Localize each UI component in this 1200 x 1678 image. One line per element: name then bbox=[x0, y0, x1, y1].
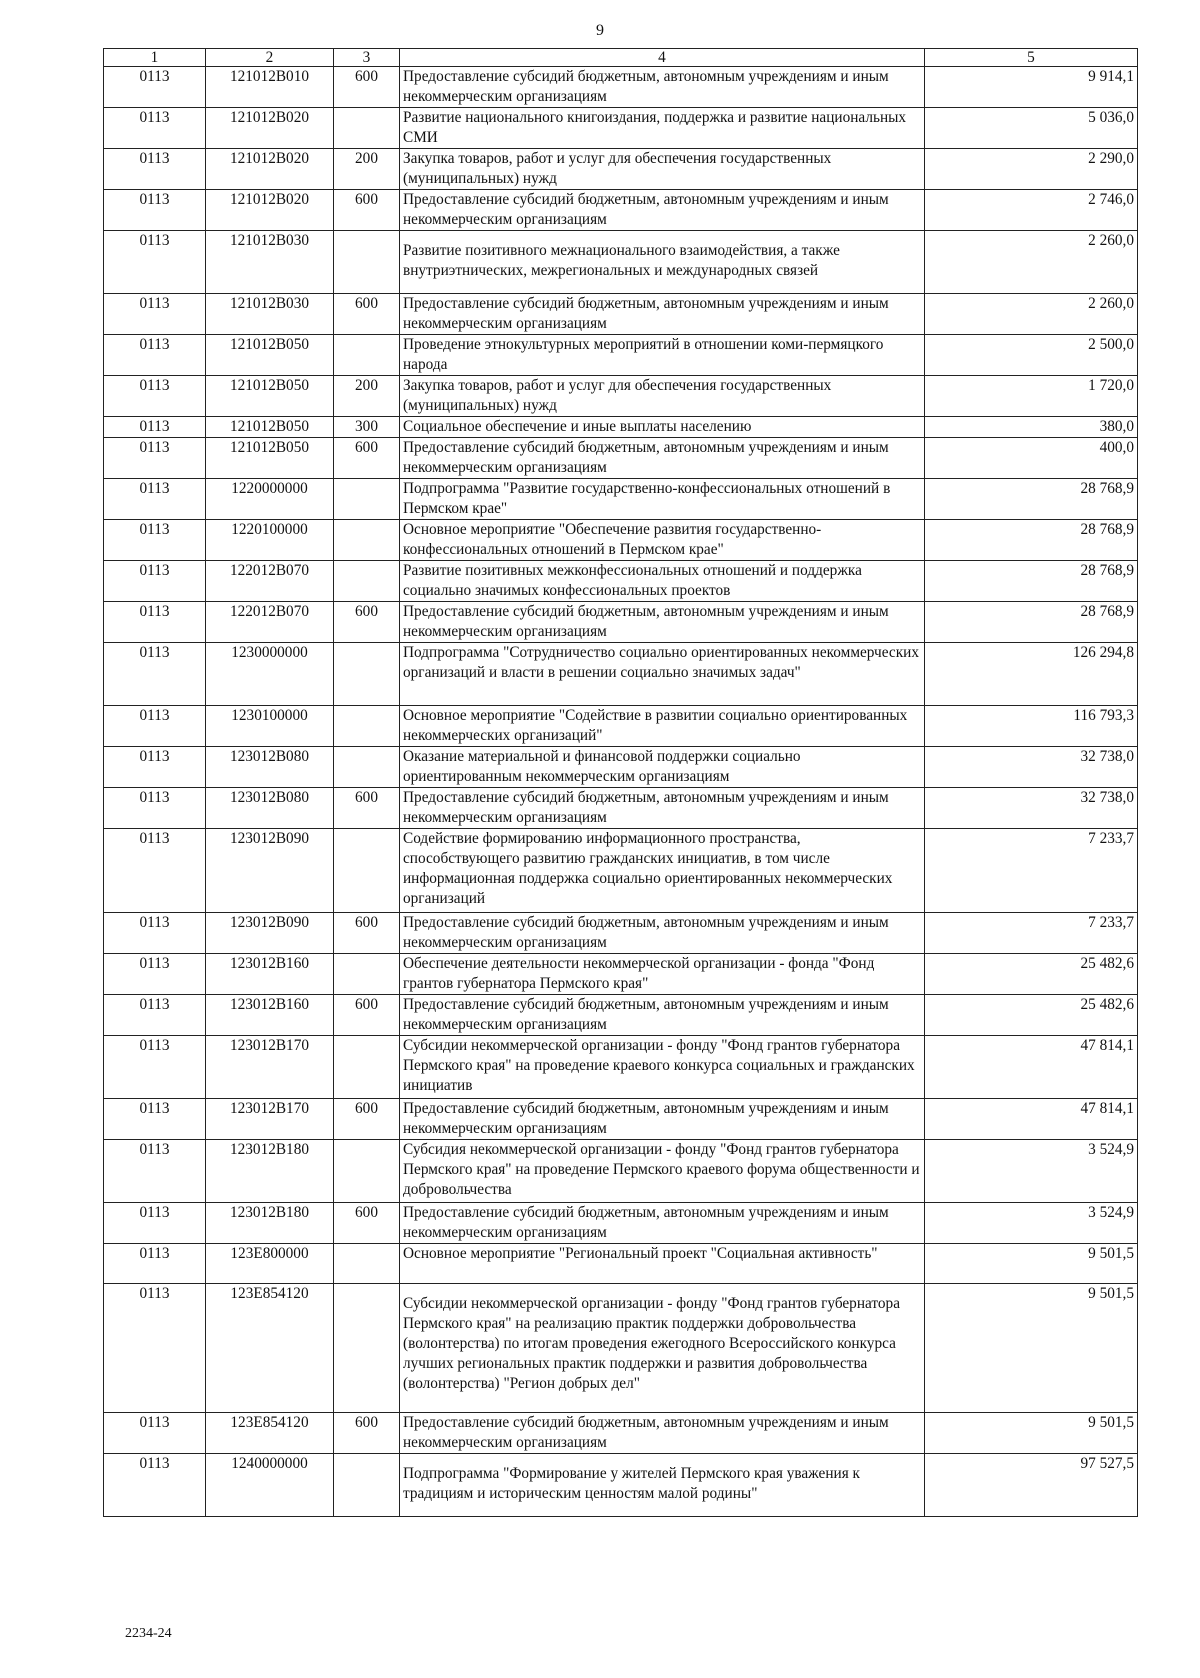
description-cell: Предоставление субсидий бюджетным, автономным учреждениям и иным некоммерческим организациям bbox=[400, 67, 925, 108]
section-code-cell: 0113 bbox=[104, 913, 206, 954]
table-row bbox=[104, 438, 1138, 479]
table-row bbox=[104, 376, 1138, 417]
target-article-cell: 123E854120 bbox=[206, 1284, 334, 1413]
table-row bbox=[104, 479, 1138, 520]
expense-type-cell: 600 bbox=[334, 602, 400, 643]
column-header-2: 2 bbox=[206, 49, 334, 67]
page-number: 9 bbox=[596, 22, 604, 39]
section-code-cell: 0113 bbox=[104, 1244, 206, 1284]
amount-cell: 28 768,9 bbox=[925, 520, 1138, 561]
amount-cell: 3 524,9 bbox=[925, 1203, 1138, 1244]
table-row bbox=[104, 829, 1138, 913]
expense-type-cell bbox=[334, 108, 400, 149]
amount-cell: 2 260,0 bbox=[925, 231, 1138, 294]
expense-type-cell bbox=[334, 1036, 400, 1099]
amount-cell: 380,0 bbox=[925, 417, 1138, 438]
section-code-cell: 0113 bbox=[104, 1036, 206, 1099]
amount-cell: 47 814,1 bbox=[925, 1099, 1138, 1140]
description-cell: Предоставление субсидий бюджетным, автономным учреждениям и иным некоммерческим организациям bbox=[400, 190, 925, 231]
description-cell: Предоставление субсидий бюджетным, автономным учреждениям и иным некоммерческим организациям bbox=[400, 913, 925, 954]
table-row bbox=[104, 602, 1138, 643]
target-article-cell: 121012B010 bbox=[206, 67, 334, 108]
table-row bbox=[104, 643, 1138, 706]
amount-cell: 2 260,0 bbox=[925, 294, 1138, 335]
target-article-cell: 123012B080 bbox=[206, 788, 334, 829]
section-code-cell: 0113 bbox=[104, 1140, 206, 1203]
target-article-cell: 121012B050 bbox=[206, 376, 334, 417]
description-cell: Подпрограмма "Формирование у жителей Пермского края уважения к традициям и историческим ценностям малой родины" bbox=[400, 1454, 925, 1517]
section-code-cell: 0113 bbox=[104, 829, 206, 913]
amount-cell: 3 524,9 bbox=[925, 1140, 1138, 1203]
footer-code: 2234-24 bbox=[125, 1626, 172, 1641]
expense-type-cell: 300 bbox=[334, 417, 400, 438]
expense-type-cell bbox=[334, 954, 400, 995]
table-row bbox=[104, 1036, 1138, 1099]
table-body bbox=[104, 67, 1138, 1517]
target-article-cell: 1220000000 bbox=[206, 479, 334, 520]
amount-cell: 97 527,5 bbox=[925, 1454, 1138, 1517]
target-article-cell: 123012B160 bbox=[206, 954, 334, 995]
target-article-cell: 122012B070 bbox=[206, 561, 334, 602]
amount-cell: 2 746,0 bbox=[925, 190, 1138, 231]
description-cell: Содействие формированию информационного пространства, способствующего развитию гражданских инициатив, в том числе информационная поддержка социально ориентированных некоммерческих организаций bbox=[400, 829, 925, 913]
description-cell: Предоставление субсидий бюджетным, автономным учреждениям и иным некоммерческим организациям bbox=[400, 438, 925, 479]
description-cell: Основное мероприятие "Обеспечение развития государственно-конфессиональных отношений в Пермском крае" bbox=[400, 520, 925, 561]
description-cell: Подпрограмма "Сотрудничество социально ориентированных некоммерческих организаций и власти в решении социально значимых задач" bbox=[400, 643, 925, 706]
target-article-cell: 121012B050 bbox=[206, 335, 334, 376]
expense-type-cell: 600 bbox=[334, 788, 400, 829]
target-article-cell: 121012B020 bbox=[206, 108, 334, 149]
description-cell: Развитие национального книгоиздания, поддержка и развитие национальных СМИ bbox=[400, 108, 925, 149]
section-code-cell: 0113 bbox=[104, 417, 206, 438]
section-code-cell: 0113 bbox=[104, 479, 206, 520]
table-row bbox=[104, 67, 1138, 108]
target-article-cell: 123012B080 bbox=[206, 747, 334, 788]
description-cell: Предоставление субсидий бюджетным, автономным учреждениям и иным некоммерческим организациям bbox=[400, 602, 925, 643]
expense-type-cell bbox=[334, 706, 400, 747]
expense-type-cell: 600 bbox=[334, 995, 400, 1036]
section-code-cell: 0113 bbox=[104, 335, 206, 376]
description-cell: Проведение этнокультурных мероприятий в отношении коми-пермяцкого народа bbox=[400, 335, 925, 376]
amount-cell: 116 793,3 bbox=[925, 706, 1138, 747]
section-code-cell: 0113 bbox=[104, 954, 206, 995]
table-row bbox=[104, 995, 1138, 1036]
amount-cell: 9 914,1 bbox=[925, 67, 1138, 108]
target-article-cell: 121012B020 bbox=[206, 190, 334, 231]
expense-type-cell: 600 bbox=[334, 294, 400, 335]
section-code-cell: 0113 bbox=[104, 706, 206, 747]
table-row bbox=[104, 1140, 1138, 1203]
amount-cell: 28 768,9 bbox=[925, 479, 1138, 520]
description-cell: Предоставление субсидий бюджетным, автономным учреждениям и иным некоммерческим организациям bbox=[400, 1099, 925, 1140]
table-row bbox=[104, 520, 1138, 561]
section-code-cell: 0113 bbox=[104, 520, 206, 561]
table-row bbox=[104, 231, 1138, 294]
amount-cell: 2 290,0 bbox=[925, 149, 1138, 190]
target-article-cell: 123012B170 bbox=[206, 1036, 334, 1099]
expense-type-cell: 600 bbox=[334, 913, 400, 954]
table-row bbox=[104, 294, 1138, 335]
section-code-cell: 0113 bbox=[104, 1284, 206, 1413]
section-code-cell: 0113 bbox=[104, 602, 206, 643]
table-header-row bbox=[104, 49, 1138, 67]
description-cell: Основное мероприятие "Региональный проект "Социальная активность" bbox=[400, 1244, 925, 1284]
amount-cell: 1 720,0 bbox=[925, 376, 1138, 417]
expense-type-cell bbox=[334, 747, 400, 788]
expense-type-cell: 200 bbox=[334, 376, 400, 417]
amount-cell: 9 501,5 bbox=[925, 1284, 1138, 1413]
amount-cell: 9 501,5 bbox=[925, 1244, 1138, 1284]
section-code-cell: 0113 bbox=[104, 643, 206, 706]
section-code-cell: 0113 bbox=[104, 294, 206, 335]
expense-type-cell bbox=[334, 829, 400, 913]
target-article-cell: 121012B030 bbox=[206, 231, 334, 294]
section-code-cell: 0113 bbox=[104, 1454, 206, 1517]
amount-cell: 7 233,7 bbox=[925, 829, 1138, 913]
section-code-cell: 0113 bbox=[104, 788, 206, 829]
description-cell: Предоставление субсидий бюджетным, автономным учреждениям и иным некоммерческим организациям bbox=[400, 995, 925, 1036]
section-code-cell: 0113 bbox=[104, 1413, 206, 1454]
amount-cell: 28 768,9 bbox=[925, 602, 1138, 643]
amount-cell: 2 500,0 bbox=[925, 335, 1138, 376]
target-article-cell: 1220100000 bbox=[206, 520, 334, 561]
table-row bbox=[104, 417, 1138, 438]
description-cell: Предоставление субсидий бюджетным, автономным учреждениям и иным некоммерческим организациям bbox=[400, 788, 925, 829]
expense-type-cell: 600 bbox=[334, 1203, 400, 1244]
section-code-cell: 0113 bbox=[104, 1203, 206, 1244]
target-article-cell: 123012B170 bbox=[206, 1099, 334, 1140]
table-row bbox=[104, 913, 1138, 954]
table-row bbox=[104, 108, 1138, 149]
budget-table bbox=[103, 48, 1138, 1517]
target-article-cell: 122012B070 bbox=[206, 602, 334, 643]
target-article-cell: 123E854120 bbox=[206, 1413, 334, 1454]
description-cell: Предоставление субсидий бюджетным, автономным учреждениям и иным некоммерческим организациям bbox=[400, 1203, 925, 1244]
expense-type-cell: 600 bbox=[334, 438, 400, 479]
table-row bbox=[104, 1413, 1138, 1454]
table-row bbox=[104, 561, 1138, 602]
target-article-cell: 1230000000 bbox=[206, 643, 334, 706]
target-article-cell: 121012B050 bbox=[206, 438, 334, 479]
description-cell: Закупка товаров, работ и услуг для обеспечения государственных (муниципальных) нужд bbox=[400, 149, 925, 190]
expense-type-cell bbox=[334, 479, 400, 520]
description-cell: Субсидии некоммерческой организации - фонду "Фонд грантов губернатора Пермского края" на реализацию практик поддержки добровольчества (волонтерства) по итогам проведения ежегодного Всероссийского конкурса лучших региональных практик поддержки и развития добровольчества (волонтерства) "Регион добрых дел" bbox=[400, 1284, 925, 1413]
column-header-1: 1 bbox=[104, 49, 206, 67]
expense-type-cell bbox=[334, 1140, 400, 1203]
expense-type-cell: 600 bbox=[334, 190, 400, 231]
section-code-cell: 0113 bbox=[104, 108, 206, 149]
target-article-cell: 121012B030 bbox=[206, 294, 334, 335]
expense-type-cell: 600 bbox=[334, 1413, 400, 1454]
description-cell: Субсидии некоммерческой организации - фонду "Фонд грантов губернатора Пермского края" на проведение краевого конкурса социальных и гражданских инициатив bbox=[400, 1036, 925, 1099]
section-code-cell: 0113 bbox=[104, 376, 206, 417]
target-article-cell: 123012B090 bbox=[206, 829, 334, 913]
expense-type-cell: 200 bbox=[334, 149, 400, 190]
amount-cell: 7 233,7 bbox=[925, 913, 1138, 954]
description-cell: Оказание материальной и финансовой поддержки социально ориентированным некоммерческим организациям bbox=[400, 747, 925, 788]
amount-cell: 25 482,6 bbox=[925, 954, 1138, 995]
table-row bbox=[104, 1099, 1138, 1140]
expense-type-cell bbox=[334, 1284, 400, 1413]
target-article-cell: 123012B180 bbox=[206, 1203, 334, 1244]
expense-type-cell bbox=[334, 520, 400, 561]
section-code-cell: 0113 bbox=[104, 1099, 206, 1140]
target-article-cell: 123012B180 bbox=[206, 1140, 334, 1203]
target-article-cell: 121012B020 bbox=[206, 149, 334, 190]
table-row bbox=[104, 149, 1138, 190]
description-cell: Субсидия некоммерческой организации - фонду "Фонд грантов губернатора Пермского края" на проведение Пермского краевого форума общественности и добровольчества bbox=[400, 1140, 925, 1203]
expense-type-cell bbox=[334, 1244, 400, 1284]
amount-cell: 32 738,0 bbox=[925, 747, 1138, 788]
table-row bbox=[104, 1203, 1138, 1244]
target-article-cell: 123012B160 bbox=[206, 995, 334, 1036]
amount-cell: 9 501,5 bbox=[925, 1413, 1138, 1454]
amount-cell: 47 814,1 bbox=[925, 1036, 1138, 1099]
section-code-cell: 0113 bbox=[104, 67, 206, 108]
column-header-3: 3 bbox=[334, 49, 400, 67]
section-code-cell: 0113 bbox=[104, 438, 206, 479]
description-cell: Предоставление субсидий бюджетным, автономным учреждениям и иным некоммерческим организациям bbox=[400, 294, 925, 335]
table-row bbox=[104, 335, 1138, 376]
expense-type-cell bbox=[334, 643, 400, 706]
section-code-cell: 0113 bbox=[104, 149, 206, 190]
table-row bbox=[104, 1454, 1138, 1517]
target-article-cell: 1240000000 bbox=[206, 1454, 334, 1517]
amount-cell: 5 036,0 bbox=[925, 108, 1138, 149]
table-row bbox=[104, 1284, 1138, 1413]
expense-type-cell bbox=[334, 231, 400, 294]
table-row bbox=[104, 706, 1138, 747]
table-row bbox=[104, 788, 1138, 829]
amount-cell: 28 768,9 bbox=[925, 561, 1138, 602]
section-code-cell: 0113 bbox=[104, 747, 206, 788]
description-cell: Подпрограмма "Развитие государственно-конфессиональных отношений в Пермском крае" bbox=[400, 479, 925, 520]
description-cell: Закупка товаров, работ и услуг для обеспечения государственных (муниципальных) нужд bbox=[400, 376, 925, 417]
section-code-cell: 0113 bbox=[104, 190, 206, 231]
table-row bbox=[104, 954, 1138, 995]
target-article-cell: 123E800000 bbox=[206, 1244, 334, 1284]
amount-cell: 25 482,6 bbox=[925, 995, 1138, 1036]
section-code-cell: 0113 bbox=[104, 995, 206, 1036]
amount-cell: 32 738,0 bbox=[925, 788, 1138, 829]
table-row bbox=[104, 747, 1138, 788]
description-cell: Развитие позитивного межнационального взаимодействия, а также внутриэтнических, межрегиональных и международных связей bbox=[400, 231, 925, 294]
amount-cell: 126 294,8 bbox=[925, 643, 1138, 706]
expense-type-cell bbox=[334, 561, 400, 602]
section-code-cell: 0113 bbox=[104, 231, 206, 294]
expense-type-cell: 600 bbox=[334, 67, 400, 108]
table-row bbox=[104, 1244, 1138, 1284]
target-article-cell: 1230100000 bbox=[206, 706, 334, 747]
expense-type-cell: 600 bbox=[334, 1099, 400, 1140]
description-cell: Развитие позитивных межконфессиональных отношений и поддержка социально значимых конфессиональных проектов bbox=[400, 561, 925, 602]
expense-type-cell bbox=[334, 1454, 400, 1517]
column-header-4: 4 bbox=[400, 49, 925, 67]
amount-cell: 400,0 bbox=[925, 438, 1138, 479]
target-article-cell: 123012B090 bbox=[206, 913, 334, 954]
description-cell: Основное мероприятие "Содействие в развитии социально ориентированных некоммерческих организаций" bbox=[400, 706, 925, 747]
column-header-5: 5 bbox=[925, 49, 1138, 67]
table-row bbox=[104, 190, 1138, 231]
description-cell: Предоставление субсидий бюджетным, автономным учреждениям и иным некоммерческим организациям bbox=[400, 1413, 925, 1454]
description-cell: Обеспечение деятельности некоммерческой организации - фонда "Фонд грантов губернатора Пермского края" bbox=[400, 954, 925, 995]
description-cell: Социальное обеспечение и иные выплаты населению bbox=[400, 417, 925, 438]
section-code-cell: 0113 bbox=[104, 561, 206, 602]
target-article-cell: 121012B050 bbox=[206, 417, 334, 438]
expense-type-cell bbox=[334, 335, 400, 376]
